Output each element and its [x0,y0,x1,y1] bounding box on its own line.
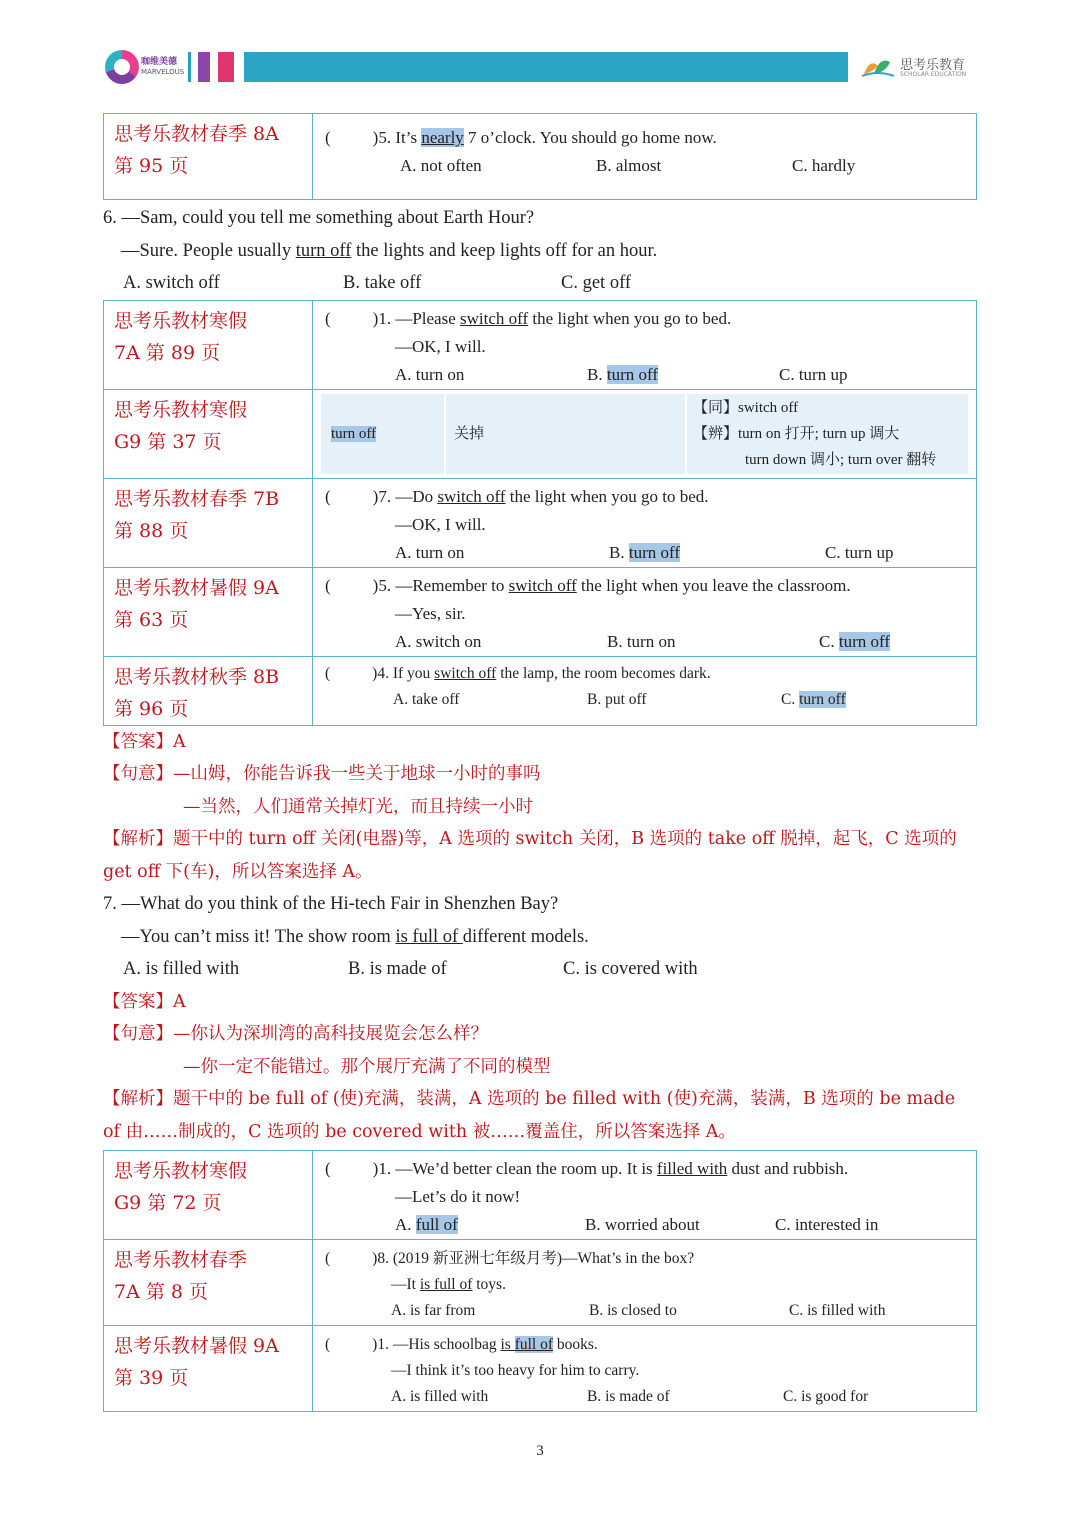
q7-underlined: is full of [395,926,463,947]
option-a: A. switch off [123,273,220,293]
underlined-phrase: is [500,1336,515,1353]
meaning-6-line1: 【句意】—山姆，你能告诉我一些关于地球一小时的事吗 [103,764,541,784]
source-line: 思考乐教材寒假 [114,398,248,421]
question-text [325,661,966,687]
paren: ( [325,128,331,147]
question-text [325,1332,966,1358]
source-line: 思考乐教材寒假 [114,309,248,332]
options [325,152,966,180]
page-header [100,44,980,92]
option-a: A. not often [400,156,482,175]
question-post: books. [553,1336,598,1353]
option-c: C. turn up [825,542,894,562]
question-cell [313,114,977,200]
table-row [104,567,977,656]
question-pre: )1. —His schoolbag [372,1336,501,1353]
question-cell [313,656,977,725]
q6-line2-pre: —Sure. People usually [121,240,296,261]
table-row [104,1240,977,1326]
question-cell [313,300,977,389]
highlighted-phrase: full of [514,1336,553,1353]
scholar-logo-cn: 思考乐教育 [900,58,966,73]
option-b: B. worried about [585,1215,700,1234]
q7-line2-pre: —You can’t miss it! The show room [121,926,396,947]
highlighted-word: nearly [421,128,464,147]
option-a-prefix: A. [395,1215,416,1234]
underlined-phrase: switch off [460,308,529,328]
option-c [819,628,890,656]
vocab-word-cell [321,394,445,474]
header-divider [188,52,191,82]
question-post: dust and rubbish. [727,1159,849,1178]
vocab-notes [686,394,968,474]
question-7-line1: 7. —What do you think of the Hi-tech Fair in Shenzhen Bay? [103,894,559,914]
response-line: —I think it’s too heavy for him to carry. [391,1362,640,1379]
marvelous-logo-en: MARVELOUS [141,68,185,76]
underlined-phrase: switch off [508,575,577,595]
source-page: 第 95 页 [114,155,189,177]
source-cell [104,389,313,478]
option-c-prefix: C. [819,631,839,651]
source-line: 思考乐教材春季 7B [114,487,280,510]
table-row [104,1151,977,1240]
source-cell [104,478,313,567]
source-line: 思考乐教材暑假 9A [114,576,279,599]
question-post: the light when you go to bed. [528,308,732,328]
highlighted-answer: turn off [799,690,846,708]
reference-table-3 [103,1150,977,1412]
options [325,1384,966,1410]
header-purple-bar [198,52,210,82]
option-c: C. is covered with [563,959,698,979]
source-cell [104,1326,313,1412]
page-number: 3 [536,1443,544,1459]
question-text [325,124,966,152]
highlighted-answer: turn off [606,364,658,384]
meaning-7-line2: —你一定不能错过。那个展厅充满了不同的模型 [183,1056,551,1077]
underlined-phrase: filled with [656,1159,728,1178]
options [325,1298,966,1324]
marvelous-logo-icon [105,50,139,84]
highlighted-answer: full of [415,1215,458,1234]
question-pre: )1. —Please [372,308,461,328]
response-line: —OK, I will. [395,336,486,356]
option-a: A. switch on [395,631,482,651]
option-a: A. is filled with [123,959,240,979]
source-page: 第 39 页 [114,1367,189,1389]
option-c [781,687,846,713]
option-b: B. is made of [348,959,447,979]
scholar-education-logo [858,52,980,82]
table-row [104,389,977,478]
synonym: 【同】switch off [693,399,799,416]
response-line: —OK, I will. [395,514,486,534]
highlighted-answer: turn off [628,542,680,562]
option-c: C. get off [561,273,632,293]
leaf-logo-icon [860,54,896,78]
source-cell [104,114,313,200]
distinction-1: 【辨】turn on 打开; turn up 调大 [693,425,900,442]
question-cell [313,567,977,656]
option-b: B. turn on [607,631,676,651]
reference-table-2 [103,300,977,726]
source-page: 第 96 页 [114,697,189,720]
meaning-7-line1: 【句意】—你认为深圳湾的高科技展览会怎么样？ [103,1024,488,1044]
response-post: toys. [472,1276,506,1293]
option-b-prefix: B. [587,364,607,384]
meaning-6-line2: —当然，人们通常关掉灯光，而且持续一小时 [183,796,533,817]
question-cell [313,1151,977,1240]
options [325,361,966,389]
vocab-cell [313,389,977,478]
paren: ( [325,575,331,595]
page-content [103,113,977,1412]
underlined-phrase: switch off [434,664,497,682]
table-row [104,114,977,200]
option-b: B. put off [587,690,647,708]
option-b: B. take off [343,273,422,293]
response-line: —Yes, sir. [395,603,466,623]
source-page: 7A 第 8 页 [114,1281,209,1303]
option-a [395,1211,585,1239]
question-7-options [103,953,977,986]
response-line: —Let’s do it now! [395,1187,521,1206]
marvelous-logo-cn: 咖维美德 [141,57,178,67]
option-c: C. turn up [779,364,848,384]
source-page: 第 63 页 [114,608,189,631]
answer-6: 【答案】A [103,731,186,752]
options [325,628,966,656]
source-line: 思考乐教材春季 [114,1249,248,1271]
table-row [104,478,977,567]
underlined-phrase: switch off [437,486,506,506]
source-line: 思考乐教材暑假 9A [114,1335,279,1357]
option-b [587,361,779,389]
source-cell [104,656,313,725]
question-6-line2 [103,235,977,268]
option-a: A. is far from [391,1302,476,1319]
question-6-options [103,267,977,300]
option-c: C. is filled with [789,1302,886,1319]
options [325,1211,966,1239]
vocab-word: turn off [331,425,377,442]
question-cell [313,1326,977,1412]
question-post: 7 o’clock. You should go home now. [463,128,717,147]
question-text [325,1246,966,1272]
source-cell [104,567,313,656]
vocab-meaning: 关掉 [445,394,686,474]
response-pre: —It [391,1276,420,1293]
source-cell [104,1151,313,1240]
analysis-6: 【解析】题干中的 turn off 关闭(电器)等，A 选项的 switch 关闭，B 选项的 take off 脱掉，起飞，C 选项的 get off 下(车)，所以答案选择 A。 [103,829,957,882]
source-page: 第 88 页 [114,519,189,542]
question-post: the light when you go to bed. [505,486,709,506]
option-b: B. almost [596,156,662,175]
q6-line2-post: the lights and keep lights off for an hour. [351,240,658,261]
option-a: A. take off [393,690,460,708]
options [325,687,966,713]
analysis-7: 【解析】题干中的 be full of (使)充满，装满，A 选项的 be filled with (使)充满，装满，B 选项的 be made of 由……制成的，C 选项的 be covered with 被……覆盖住，所以答案选择 A。 [103,1089,956,1142]
option-b: B. is closed to [589,1302,677,1319]
option-a: A. turn on [395,542,465,562]
paren: ( [325,308,331,328]
q6-underlined: turn off [295,240,352,261]
question-text [325,483,966,511]
option-c: C. hardly [792,156,856,175]
question-text [325,1155,966,1183]
question-pre: )4. If you [372,664,435,682]
table-row [104,1326,977,1412]
paren: ( [325,1159,331,1178]
paren: ( [325,664,331,682]
question-6-line1: 6. —Sam, could you tell me something about Earth Hour? [103,208,535,228]
option-c: C. is good for [783,1388,869,1405]
source-cell [104,1240,313,1326]
table-row [104,300,977,389]
question-cell [313,1240,977,1326]
paren: ( [325,486,331,506]
option-b [609,539,825,567]
option-a: A. is filled with [391,1388,489,1405]
underlined-phrase: is full of [419,1276,473,1293]
option-b: B. is made of [587,1388,670,1405]
question-pre: )8. (2019 新亚洲七年级月考)—What’s in the box? [372,1250,695,1267]
header-pink-bar [218,52,234,82]
vocab-row [321,394,968,474]
question-pre: )5. It’s [372,128,422,147]
question-post: the lamp, the room becomes dark. [496,664,711,682]
options [325,539,966,567]
highlighted-answer: turn off [838,631,890,651]
option-a: A. turn on [395,364,465,384]
answer-7: 【答案】A [103,991,186,1012]
option-b-prefix: B. [609,542,629,562]
source-line: 思考乐教材春季 8A [114,123,279,145]
vocab-table [321,394,968,474]
paren: ( [325,1250,331,1267]
source-page: G9 第 72 页 [114,1192,222,1214]
reference-table-1 [103,113,977,200]
distinction-2: turn down 调小; turn over 翻转 [745,451,937,468]
marvelous-logo [105,48,185,88]
question-cell [313,478,977,567]
source-line: 思考乐教材秋季 8B [114,665,280,688]
paren: ( [325,1336,331,1353]
option-c-prefix: C. [781,690,800,708]
question-post: the light when you leave the classroom. [576,575,851,595]
question-pre: )1. —We’d better clean the room up. It is [372,1159,657,1178]
question-7-line2 [103,921,977,954]
header-teal-bar [244,52,848,82]
source-page: 7A 第 89 页 [114,341,221,364]
source-cell [104,300,313,389]
scholar-logo-en: SCHOLAR EDUCATION [900,71,967,78]
source-page: G9 第 37 页 [114,430,222,453]
question-text [325,572,966,600]
response-line [325,1272,966,1298]
q7-line2-post: different models. [462,926,589,947]
option-c: C. interested in [775,1215,879,1234]
question-text [325,305,966,333]
table-row [104,656,977,725]
question-pre: )7. —Do [372,486,438,506]
source-line: 思考乐教材寒假 [114,1160,248,1182]
question-pre: )5. —Remember to [372,575,509,595]
